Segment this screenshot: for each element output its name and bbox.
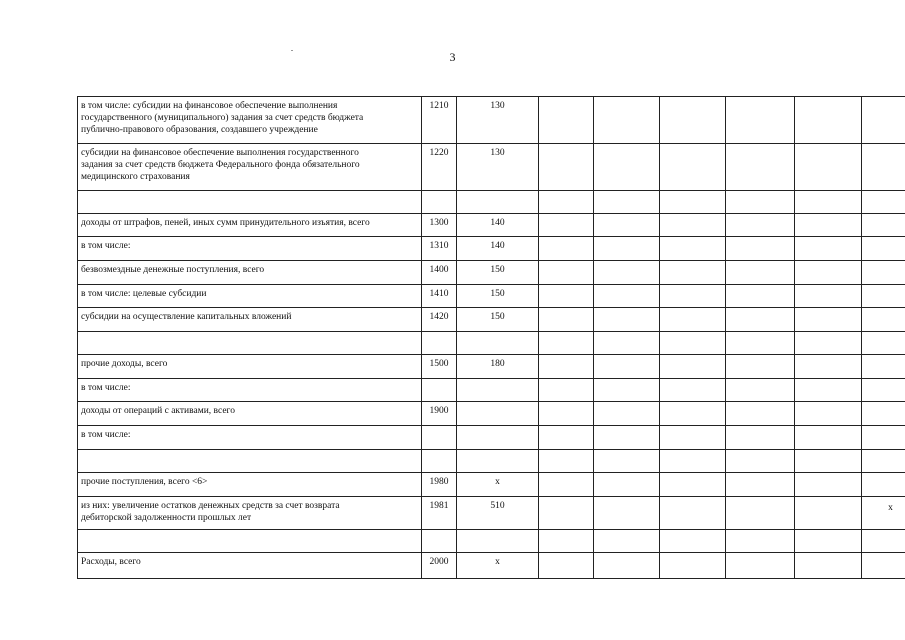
row-description: доходы от операций с активами, всего	[78, 402, 422, 426]
value-cell	[539, 379, 594, 402]
row-description: в том числе: целевые субсидии	[78, 285, 422, 308]
value-cell	[539, 355, 594, 379]
value-cell	[539, 553, 594, 579]
value-cell	[726, 308, 795, 332]
value-cell	[862, 332, 905, 355]
value-cell	[660, 144, 726, 191]
value-cell	[726, 497, 795, 530]
row-description: субсидии на осуществление капитальных вложений	[78, 308, 422, 332]
row-line-code: 1220	[422, 144, 457, 191]
row-description: в том числе:	[78, 379, 422, 402]
value-cell	[795, 379, 862, 402]
value-cell	[795, 355, 862, 379]
value-cell	[795, 553, 862, 579]
row-description	[78, 530, 422, 553]
value-cell	[795, 332, 862, 355]
value-cell	[660, 473, 726, 497]
table-row	[78, 285, 905, 308]
table-row	[78, 308, 905, 332]
row-kbk-code: 130	[457, 144, 539, 191]
row-description	[78, 332, 422, 355]
row-kbk-code	[457, 332, 539, 355]
value-cell	[660, 285, 726, 308]
value-cell	[726, 530, 795, 553]
value-cell	[594, 530, 660, 553]
row-line-code: 1310	[422, 237, 457, 261]
value-cell	[862, 379, 905, 402]
value-cell	[539, 285, 594, 308]
value-cell	[594, 214, 660, 237]
value-cell	[594, 97, 660, 144]
value-cell	[795, 214, 862, 237]
table-row	[78, 261, 905, 285]
table-row	[78, 553, 905, 579]
row-line-code: 1980	[422, 473, 457, 497]
value-cell	[726, 379, 795, 402]
value-cell	[539, 332, 594, 355]
value-cell	[539, 402, 594, 426]
budget-table	[77, 96, 905, 579]
table-row	[78, 191, 905, 214]
row-description: в том числе:	[78, 426, 422, 450]
value-cell	[594, 497, 660, 530]
table-row	[78, 450, 905, 473]
value-cell	[726, 332, 795, 355]
row-description	[78, 191, 422, 214]
value-cell	[862, 426, 905, 450]
row-line-code	[422, 191, 457, 214]
table-row	[78, 214, 905, 237]
value-cell	[539, 144, 594, 191]
row-line-code	[422, 450, 457, 473]
value-cell	[539, 261, 594, 285]
value-cell	[539, 530, 594, 553]
value-cell	[862, 473, 905, 497]
row-line-code: 1410	[422, 285, 457, 308]
value-cell	[660, 355, 726, 379]
value-cell	[594, 237, 660, 261]
row-line-code: 1900	[422, 402, 457, 426]
row-line-code	[422, 530, 457, 553]
value-cell	[660, 191, 726, 214]
value-cell	[539, 497, 594, 530]
value-cell	[726, 450, 795, 473]
value-cell	[594, 473, 660, 497]
row-kbk-code: 150	[457, 261, 539, 285]
row-kbk-code	[457, 530, 539, 553]
row-line-code: 1300	[422, 214, 457, 237]
value-cell	[660, 237, 726, 261]
value-cell	[726, 261, 795, 285]
value-cell	[594, 553, 660, 579]
page-number: 3	[449, 50, 456, 64]
value-cell	[539, 308, 594, 332]
row-description: субсидии на финансовое обеспечение выполнения государственного задания за счет средств бюджета Федерального фонда обязательного медицинского страхования	[78, 144, 422, 191]
value-cell	[795, 497, 862, 530]
value-cell	[660, 402, 726, 426]
value-cell	[862, 261, 905, 285]
row-description: в том числе: субсидии на финансовое обеспечение выполнения государственного (муниципального) задания за счет средств бюджета публично-правового образования, создавшего учреждение	[78, 97, 422, 144]
value-cell	[539, 426, 594, 450]
value-cell: х	[862, 497, 905, 530]
row-line-code: 1400	[422, 261, 457, 285]
row-line-code: 1500	[422, 355, 457, 379]
value-cell	[795, 285, 862, 308]
value-cell	[660, 214, 726, 237]
value-cell	[594, 379, 660, 402]
value-cell	[862, 214, 905, 237]
value-cell	[660, 450, 726, 473]
value-cell	[726, 473, 795, 497]
row-line-code: 2000	[422, 553, 457, 579]
table-row	[78, 332, 905, 355]
value-cell	[795, 261, 862, 285]
row-kbk-code: 140	[457, 237, 539, 261]
value-cell	[795, 191, 862, 214]
value-cell	[594, 402, 660, 426]
table-row	[78, 473, 905, 497]
value-cell	[795, 144, 862, 191]
value-cell	[660, 530, 726, 553]
value-cell	[539, 450, 594, 473]
value-cell	[726, 237, 795, 261]
row-kbk-code: х	[457, 473, 539, 497]
value-cell	[660, 379, 726, 402]
value-cell	[726, 355, 795, 379]
row-kbk-code	[457, 426, 539, 450]
row-line-code: 1210	[422, 97, 457, 144]
row-description: прочие доходы, всего	[78, 355, 422, 379]
value-cell	[795, 97, 862, 144]
row-line-code	[422, 332, 457, 355]
value-cell	[726, 426, 795, 450]
value-cell	[862, 191, 905, 214]
value-cell	[862, 144, 905, 191]
row-line-code	[422, 426, 457, 450]
value-cell	[862, 450, 905, 473]
row-line-code	[422, 379, 457, 402]
value-cell	[539, 191, 594, 214]
value-cell	[726, 214, 795, 237]
value-cell	[539, 97, 594, 144]
value-cell	[539, 237, 594, 261]
value-cell	[795, 530, 862, 553]
value-cell	[726, 402, 795, 426]
table-row	[78, 379, 905, 402]
row-kbk-code: 130	[457, 97, 539, 144]
row-kbk-code: 510	[457, 497, 539, 530]
value-cell	[795, 402, 862, 426]
value-cell	[594, 426, 660, 450]
value-cell	[795, 308, 862, 332]
row-description: безвозмездные денежные поступления, всего	[78, 261, 422, 285]
value-cell	[660, 332, 726, 355]
value-cell	[862, 285, 905, 308]
value-cell	[795, 426, 862, 450]
table-row	[78, 355, 905, 379]
value-cell	[726, 97, 795, 144]
row-kbk-code	[457, 191, 539, 214]
value-cell	[594, 191, 660, 214]
value-cell	[594, 308, 660, 332]
value-cell	[862, 530, 905, 553]
value-cell	[795, 473, 862, 497]
value-cell	[726, 285, 795, 308]
value-cell	[594, 450, 660, 473]
table-row	[78, 497, 905, 530]
value-cell	[594, 285, 660, 308]
value-cell	[660, 97, 726, 144]
table-row	[78, 97, 905, 144]
value-cell	[660, 426, 726, 450]
value-cell	[594, 144, 660, 191]
row-kbk-code	[457, 450, 539, 473]
row-description: Расходы, всего	[78, 553, 422, 579]
table-row	[78, 530, 905, 553]
table-row	[78, 237, 905, 261]
value-cell	[594, 355, 660, 379]
value-cell	[795, 237, 862, 261]
row-description: прочие поступления, всего <6>	[78, 473, 422, 497]
row-description: из них: увеличение остатков денежных средств за счет возврата дебиторской задолженности прошлых лет	[78, 497, 422, 530]
value-cell	[594, 332, 660, 355]
value-cell	[726, 191, 795, 214]
value-cell	[795, 450, 862, 473]
row-kbk-code: 140	[457, 214, 539, 237]
row-description	[78, 450, 422, 473]
row-kbk-code: 150	[457, 308, 539, 332]
row-kbk-code: 150	[457, 285, 539, 308]
value-cell	[539, 214, 594, 237]
table-row	[78, 402, 905, 426]
value-cell	[594, 261, 660, 285]
table-row	[78, 144, 905, 191]
value-cell	[660, 497, 726, 530]
row-description: в том числе:	[78, 237, 422, 261]
value-cell	[726, 553, 795, 579]
value-cell	[862, 355, 905, 379]
value-cell	[862, 308, 905, 332]
row-line-code: 1981	[422, 497, 457, 530]
value-cell	[862, 97, 905, 144]
row-kbk-code: х	[457, 553, 539, 579]
value-cell	[660, 553, 726, 579]
value-cell	[660, 261, 726, 285]
row-kbk-code	[457, 379, 539, 402]
value-cell	[862, 237, 905, 261]
row-description: доходы от штрафов, пеней, иных сумм принудительного изъятия, всего	[78, 214, 422, 237]
value-cell	[862, 402, 905, 426]
value-cell	[660, 308, 726, 332]
value-cell	[862, 553, 905, 579]
budget-table-body	[78, 97, 905, 579]
value-cell	[726, 144, 795, 191]
table-row	[78, 426, 905, 450]
row-kbk-code: 180	[457, 355, 539, 379]
row-kbk-code	[457, 402, 539, 426]
row-line-code: 1420	[422, 308, 457, 332]
value-cell	[539, 473, 594, 497]
